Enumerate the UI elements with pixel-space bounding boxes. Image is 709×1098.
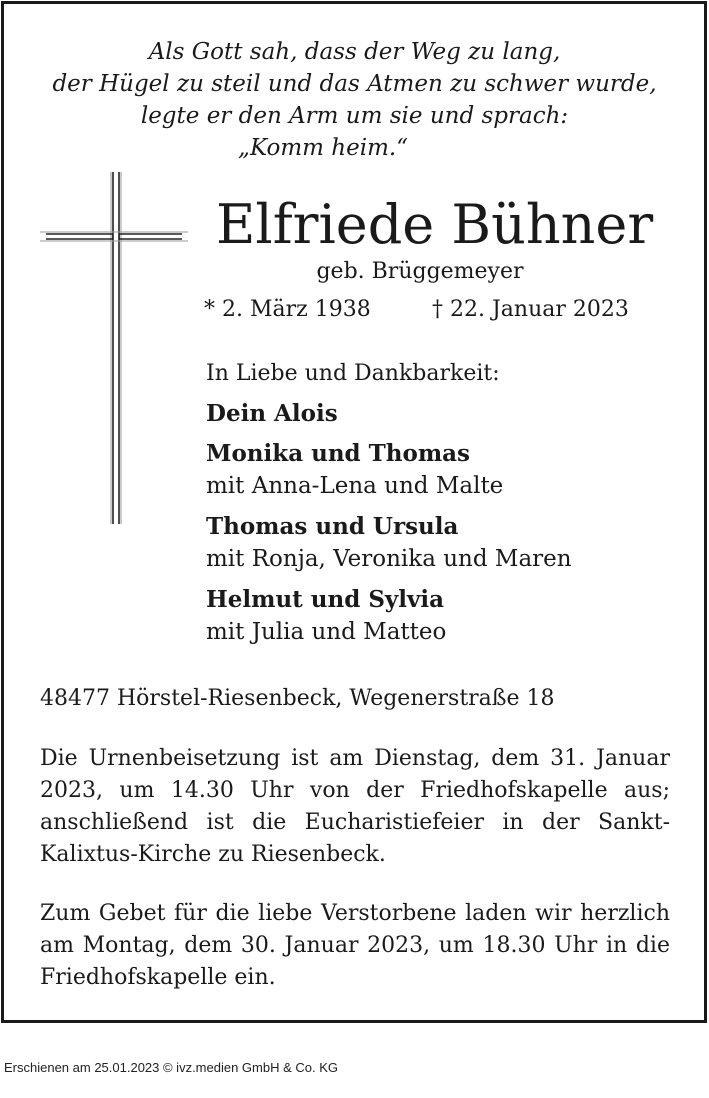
mourner-name: Dein Alois	[206, 400, 338, 427]
publication-footer: Erschienen am 25.01.2023 © ivz.medien GmbH & Co. KG	[4, 1060, 339, 1075]
poem-line: der Hügel zu steil und das Atmen zu schwer wurde,	[52, 71, 657, 97]
mourner-group	[206, 398, 686, 430]
mourner-children: mit Julia und Matteo	[206, 619, 447, 645]
mourner-children: mit Anna-Lena und Malte	[206, 473, 504, 499]
poem-line: Als Gott sah, dass der Weg zu lang,	[148, 39, 561, 65]
death-date: † 22. Januar 2023	[432, 297, 629, 322]
mourner-name: Helmut und Sylvia	[206, 586, 445, 613]
burial-notice: Die Urnenbeisetzung ist am Dienstag, dem 31. Januar 2023, um 14.30 Uhr von der Friedhofskapelle aus; anschließend ist die Eucharistiefeier in der Sankt-Kalixtus-Kirche zu Riesenbeck.	[40, 746, 670, 867]
mourner-name: Monika und Thomas	[206, 440, 471, 467]
mourner-group	[206, 584, 686, 649]
mourner-children: mit Ronja, Veronika und Maren	[206, 546, 572, 572]
birth-date: * 2. März 1938	[204, 297, 371, 322]
mourner-name: Thomas und Ursula	[206, 513, 459, 540]
poem	[0, 36, 709, 164]
prayer-notice: Zum Gebet für die liebe Verstorbene laden wir herzlich am Montag, dem 30. Januar 2023, um 18.30 Uhr in die Friedhofskapelle ein.	[40, 901, 670, 990]
deceased-name: Elfriede Bühner	[216, 193, 654, 256]
cross-icon	[40, 172, 188, 524]
maiden-name: geb. Brüggemeyer	[316, 259, 524, 284]
poem-line: legte er den Arm um sie und sprach:	[140, 103, 569, 129]
mourners-list	[206, 358, 686, 649]
family-address: 48477 Hörstel-Riesenbeck, Wegenerstraße 18	[40, 686, 555, 711]
poem-line: „Komm heim.“	[238, 135, 408, 161]
mourner-group	[206, 438, 686, 503]
mourners-intro: In Liebe und Dankbarkeit:	[206, 361, 500, 386]
mourner-group	[206, 511, 686, 576]
